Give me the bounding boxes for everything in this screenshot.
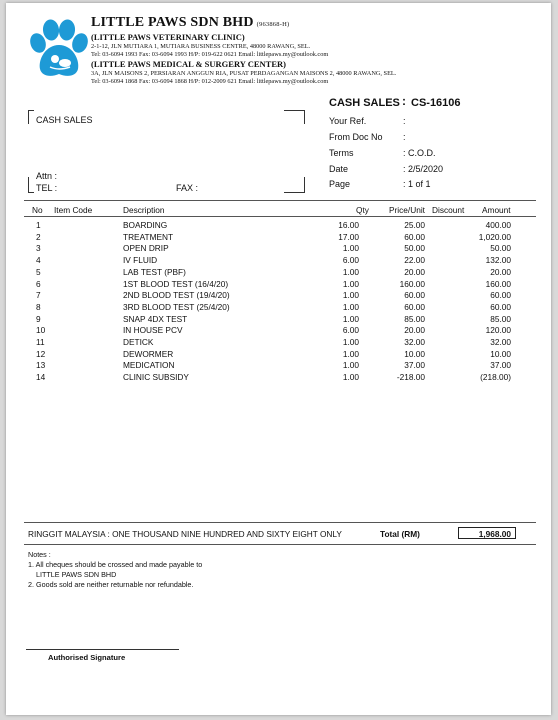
row-price: 160.00: [399, 278, 425, 289]
clinic2-name: (LITTLE PAWS MEDICAL & SURGERY CENTER): [91, 59, 286, 69]
row-amount: 20.00: [490, 266, 511, 277]
field-value-page: : 1 of 1: [403, 179, 431, 189]
table-row: [6, 372, 551, 384]
row-qty: 1.00: [342, 301, 359, 312]
row-amount: 132.00: [485, 255, 511, 266]
row-price: 20.00: [404, 325, 425, 336]
table-row: [6, 220, 551, 232]
field-value-date: : 2/5/2020: [403, 164, 444, 174]
row-amount: 32.00: [490, 337, 511, 347]
customer-name: CASH SALES: [36, 115, 93, 125]
customer-box-corner-br: [284, 177, 305, 193]
row-desc: TREATMENT: [123, 231, 174, 242]
customer-box-corner-tl: [28, 110, 34, 124]
document-number: CS-16106: [411, 97, 461, 109]
table-top-rule: [24, 200, 536, 201]
row-desc: CLINIC SUBSIDY: [123, 372, 189, 383]
row-qty: 1.00: [342, 337, 359, 347]
row-price: 60.00: [404, 231, 425, 242]
row-qty: 1.00: [342, 278, 359, 289]
col-header-no: No: [32, 205, 43, 215]
row-price: 60.00: [404, 290, 425, 301]
row-price: 60.00: [404, 301, 425, 312]
signature-line: [26, 649, 179, 650]
amount-in-words: RINGGIT MALAYSIA : ONE THOUSAND NINE HUNDRED AND SIXTY EIGHT ONLY: [28, 529, 342, 539]
col-header-discount: Discount: [432, 205, 465, 215]
clinic1-contact: Tel: 03-6094 1993 Fax: 03-6094 1993 H/P: 019-622 0621 Email: littlepaws.my@outlook.com: [91, 51, 329, 58]
clinic2-contact: Tel: 03-6094 1868 Fax: 03-6094 1868 H/P: 012-2009 621 Email: littlepaws.my@outlook.com: [91, 78, 329, 85]
row-qty: 1.00: [342, 313, 359, 324]
table-row: [6, 255, 551, 267]
row-no: 10: [36, 325, 46, 336]
table-row: [6, 349, 551, 361]
row-no: 3: [36, 243, 41, 254]
table-row: [6, 267, 551, 279]
field-label-terms: Terms: [329, 148, 354, 158]
row-qty: 6.00: [342, 325, 359, 336]
row-qty: 1.00: [342, 266, 359, 277]
row-price: 85.00: [404, 313, 425, 324]
row-qty: 16.00: [338, 220, 359, 230]
table-row: [6, 232, 551, 244]
company-name-text: LITTLE PAWS SDN BHD: [91, 15, 254, 30]
row-desc: IV FLUID: [123, 255, 158, 266]
row-no: 4: [36, 255, 41, 266]
total-label: Total (RM): [380, 529, 420, 539]
row-amount: 120.00: [485, 325, 511, 336]
row-desc: DEWORMER: [123, 348, 174, 359]
col-header-amount: Amount: [482, 205, 511, 215]
row-no: 9: [36, 313, 41, 324]
row-price: 37.00: [404, 360, 425, 371]
notes-heading: Notes :: [28, 550, 51, 559]
row-no: 7: [36, 290, 41, 301]
table-header-rule: [24, 216, 536, 217]
col-header-qty: Qty: [356, 205, 369, 215]
row-no: 12: [36, 348, 46, 359]
document-title: CASH SALES: [329, 97, 400, 109]
col-header-price: Price/Unit: [389, 205, 425, 215]
row-amount: 60.00: [490, 290, 511, 301]
row-amount: 160.00: [485, 278, 511, 289]
row-price: 50.00: [404, 243, 425, 254]
table-row: [6, 360, 551, 372]
field-value-your-ref: :: [403, 116, 406, 126]
row-desc: 1ST BLOOD TEST (16/4/20): [123, 278, 229, 289]
row-amount: 85.00: [490, 313, 511, 324]
totals-bottom-rule: [24, 544, 536, 545]
row-qty: 1.00: [342, 348, 359, 359]
clinic1-address: 2-1-12, JLN MUTIARA 1, MUTIARA BUSINESS CENTRE, 48000 RAWANG, SEL.: [91, 43, 311, 50]
row-no: 5: [36, 266, 41, 277]
tel-label: TEL :: [36, 183, 58, 193]
row-no: 1: [36, 220, 41, 230]
attn-label: Attn :: [36, 171, 58, 181]
col-header-description: Description: [123, 205, 165, 215]
field-label-from-doc: From Doc No: [329, 132, 383, 142]
row-amount: 1,020.00: [478, 231, 511, 242]
notes-line-3: 2. Goods sold are neither returnable nor refundable.: [28, 580, 194, 589]
company-reg-no: (963868-H): [256, 21, 290, 28]
row-price: 10.00: [404, 348, 425, 359]
table-row: [6, 243, 551, 255]
total-value: 1,968.00: [458, 527, 516, 539]
row-qty: 1.00: [342, 372, 359, 383]
table-row: [6, 302, 551, 314]
row-qty: 17.00: [338, 231, 359, 242]
table-row: [6, 279, 551, 291]
customer-box-corner-tr: [284, 110, 305, 124]
totals-top-rule: [24, 522, 536, 523]
fax-label: FAX :: [176, 183, 199, 193]
row-desc: BOARDING: [123, 220, 168, 230]
row-qty: 1.00: [342, 243, 359, 254]
row-no: 6: [36, 278, 41, 289]
notes-line-1: 1. All cheques should be crossed and made payable to: [28, 560, 203, 569]
clinic1-name: (LITTLE PAWS VETERINARY CLINIC): [91, 32, 245, 42]
row-no: 8: [36, 301, 41, 312]
notes-line-2: LITTLE PAWS SDN BHD: [36, 570, 117, 579]
row-price: 22.00: [404, 255, 425, 266]
col-header-item-code: Item Code: [54, 205, 93, 215]
row-amount: 50.00: [490, 243, 511, 254]
row-no: 13: [36, 360, 46, 371]
row-qty: 1.00: [342, 360, 359, 371]
table-row: [6, 325, 551, 337]
clinic2-address: 3A, JLN MAISONS 2, PERSIARAN ANGGUN RIA, PUSAT PERDAGANGAN MAISONS 2, 48000 RAWANG, SEL.: [91, 70, 397, 77]
row-amount: 10.00: [490, 348, 511, 359]
row-desc: MEDICATION: [123, 360, 175, 371]
paw-print-logo-icon: [26, 19, 90, 81]
row-desc: DETICK: [123, 337, 154, 347]
row-amount: 37.00: [490, 360, 511, 371]
row-desc: 3RD BLOOD TEST (25/4/20): [123, 301, 230, 312]
row-amount: 400.00: [485, 220, 511, 230]
row-price: -218.00: [396, 372, 425, 383]
row-desc: LAB TEST (PBF): [123, 266, 186, 277]
row-qty: 6.00: [342, 255, 359, 266]
invoice-page: [6, 3, 551, 715]
row-no: 2: [36, 231, 41, 242]
row-price: 32.00: [404, 337, 425, 347]
row-desc: 2ND BLOOD TEST (19/4/20): [123, 290, 230, 301]
row-price: 25.00: [404, 220, 425, 230]
field-label-your-ref: Your Ref.: [329, 116, 367, 126]
field-label-date: Date: [329, 164, 349, 174]
table-row: [6, 337, 551, 349]
table-row: [6, 290, 551, 302]
field-value-terms: : C.O.D.: [403, 148, 436, 158]
table-row: [6, 314, 551, 326]
row-desc: OPEN DRIP: [123, 243, 169, 254]
row-price: 20.00: [404, 266, 425, 277]
company-name: [91, 15, 289, 31]
field-label-page: Page: [329, 179, 351, 189]
field-value-from-doc: :: [403, 132, 406, 142]
row-desc: IN HOUSE PCV: [123, 325, 183, 336]
authorised-signature-label: Authorised Signature: [48, 653, 126, 662]
row-no: 11: [36, 337, 45, 347]
row-no: 14: [36, 372, 46, 383]
customer-box-corner-bl: [28, 177, 34, 193]
title-colon: :: [402, 94, 406, 108]
row-qty: 1.00: [342, 290, 359, 301]
row-amount: (218.00): [480, 372, 511, 383]
row-amount: 60.00: [490, 301, 511, 312]
row-desc: SNAP 4DX TEST: [123, 313, 188, 324]
